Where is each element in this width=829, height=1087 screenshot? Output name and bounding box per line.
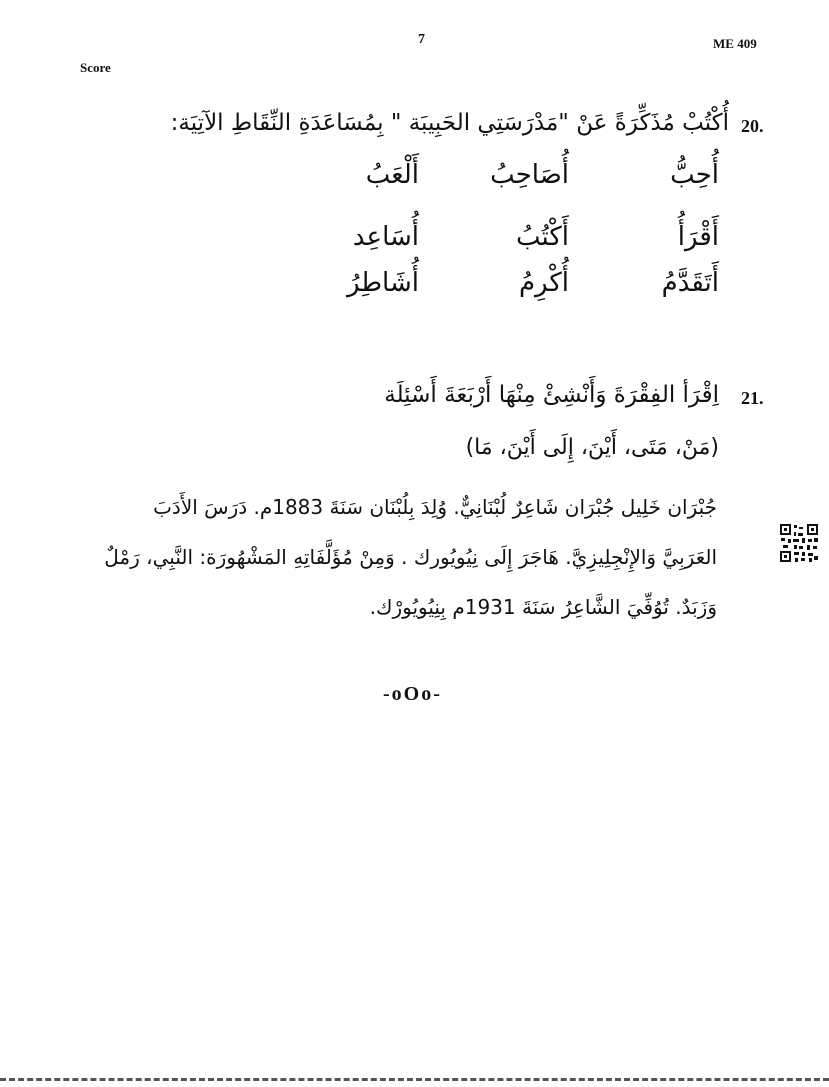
word-ukrimu: أُكْرِمُ [518,268,569,298]
question-20-prompt: أُكْتُبْ مُذَكِّرَةً عَنْ "مَدْرَسَتِي الحَبِيبَة " بِمُسَاعَدَةِ النِّقَاطِ الآتِيَة: [170,110,729,136]
paragraph-line: وَزَبَدٌ. تُوُفِّيَ الشَّاعِرُ سَنَةَ 1931م بِنِيُويُورْك. [369,595,717,619]
question-20-number: 20. [741,116,764,136]
paper-code: ME 409 [713,36,757,51]
word-aktubu: أَكْتُبُ [516,222,569,252]
word-alabu: أَلْعَبُ [365,160,419,190]
score-label: Score [80,60,111,75]
question-words: (مَنْ، مَتَى، أَيْنَ، إِلَى أَيْنَ، مَا) [465,435,719,460]
qr-code [779,523,819,563]
word-ushatiru: أُشَاطِرُ [347,268,419,298]
page-bottom-border [0,1078,829,1081]
word-usahibu: أُصَاحِبُ [490,160,569,190]
question-21-prompt: اِقْرَأ الفِقْرَةَ وَأَنْشِئْ مِنْهَا أَرْبَعَةَ أَسْئِلَة [384,382,719,408]
word-ahibbu: أُحِبُّ [670,160,719,190]
word-ataqaddamu: أَتَقَدَّمُ [661,268,719,298]
page-number: 7 [418,32,425,47]
paragraph-line: العَرَبِيَّ وَالإِنْجِلِيزِيَّ. هَاجَرَ إِلَى نِيُويُورك . وَمِنْ مُؤَلَّفَاتِهِ المَشْهُورَة: النَّبِي، رَمْلٌ [104,545,717,569]
question-21-number: 21. [741,388,764,408]
paragraph-line: جُبْرَان خَلِيل جُبْرَان شَاعِرٌ لُبْنَانِيٌّ. وُلِدَ بِلُبْنَان سَنَةَ 1883م. دَرَسَ الأَدَبَ [153,495,717,519]
reading-paragraph [104,482,717,632]
end-of-paper-mark: -oOo- [383,683,442,705]
word-usaid: أُسَاعِد [352,222,419,252]
word-aqrau: أَقْرَأُ [677,222,719,252]
